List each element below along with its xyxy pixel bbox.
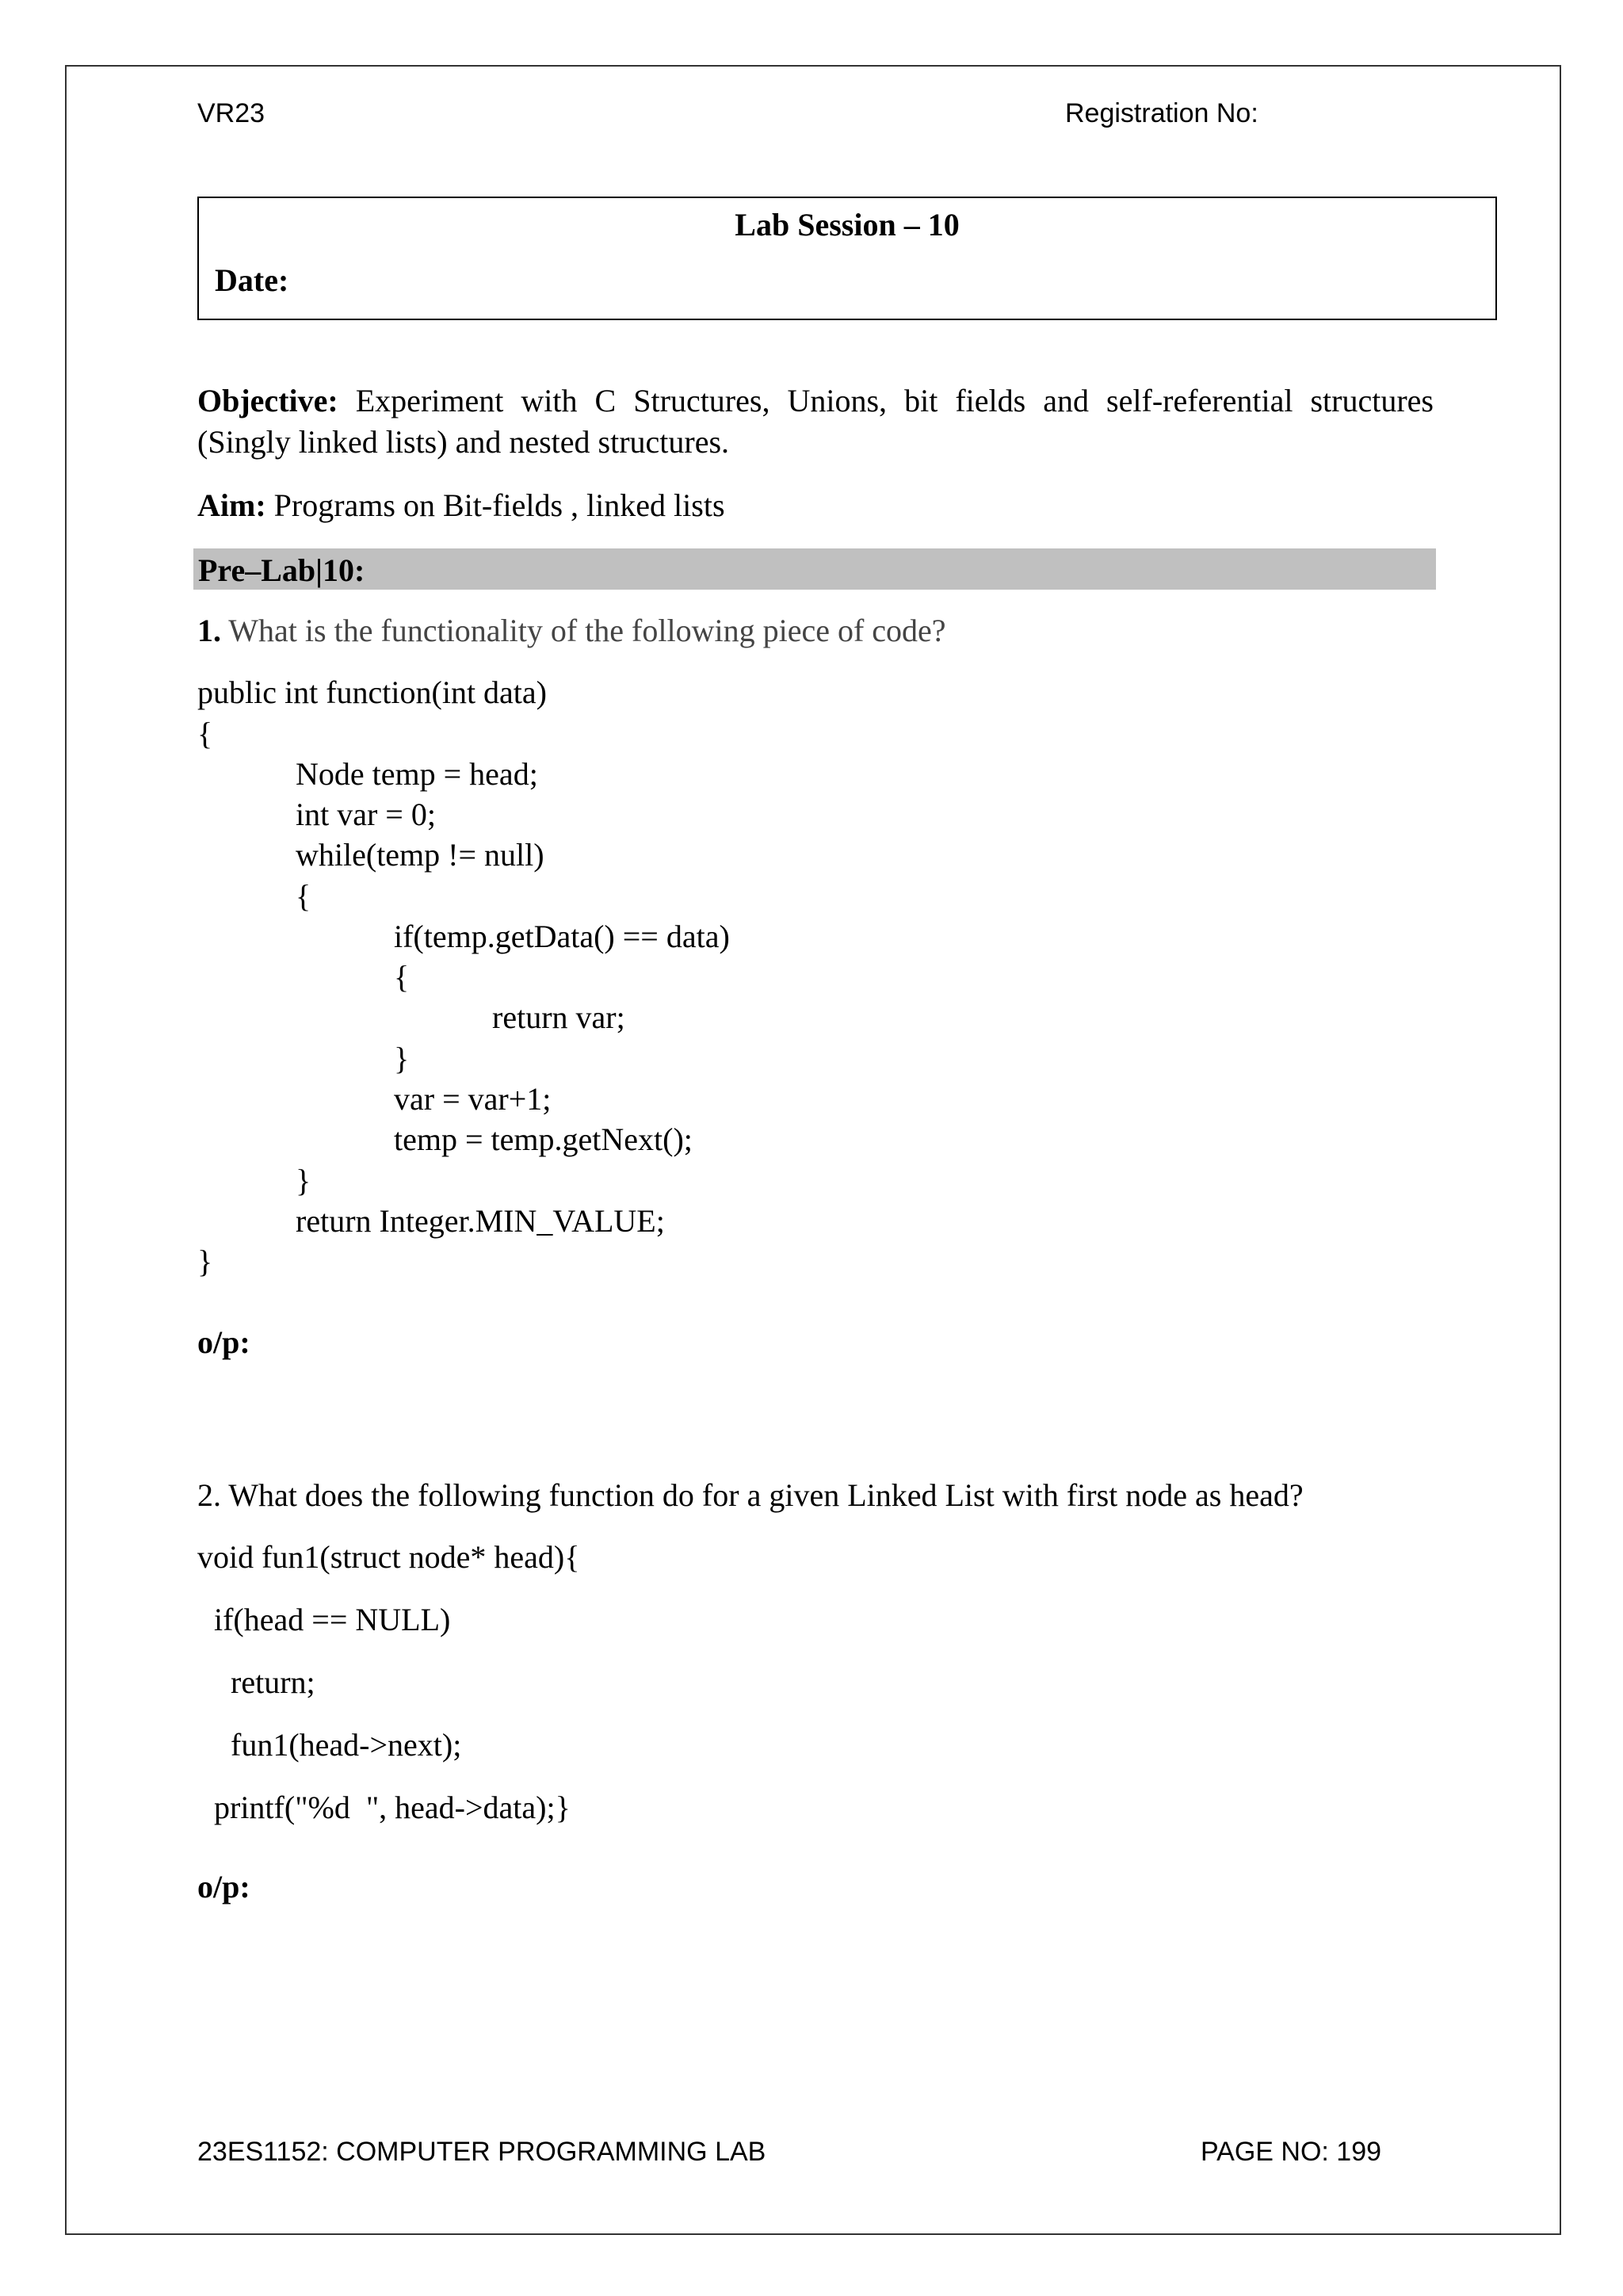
header-registration-label: Registration No:: [1065, 98, 1258, 128]
objective-paragraph: [197, 380, 1434, 463]
question-2-text: 2. What does the following function do for a given Linked List with first node as head?: [197, 1477, 1304, 1513]
footer-page-number: PAGE NO: 199: [1201, 2137, 1382, 2167]
code-line: Node temp = head;: [296, 756, 538, 792]
code-line: void fun1(struct node* head){: [197, 1539, 580, 1575]
code-line: return;: [231, 1664, 315, 1700]
aim-text: Programs on Bit-fields , linked lists: [273, 487, 725, 523]
objective-text: Experiment with C Structures, Unions, bit fields and self-referential structures (Singly linked lists) and nested structures.: [197, 383, 1434, 460]
question-1-text: What is the functionality of the following piece of code?: [228, 613, 946, 648]
code-line: public int function(int data): [197, 674, 547, 710]
code-line: {: [394, 959, 410, 995]
question-1: [197, 612, 946, 649]
question-2-output-label: o/p:: [197, 1869, 250, 1904]
aim-line: [197, 487, 725, 524]
code-line: fun1(head->next);: [231, 1727, 462, 1763]
code-line: {: [197, 716, 213, 751]
question-1-output-label: o/p:: [197, 1324, 250, 1360]
session-box: [197, 197, 1497, 320]
code-line: if(temp.getData() == data): [394, 919, 730, 954]
code-line: {: [296, 878, 311, 914]
code-line: }: [197, 1244, 213, 1279]
code-line: if(head == NULL): [214, 1602, 451, 1637]
code-line: temp = temp.getNext();: [394, 1121, 693, 1157]
code-line: }: [296, 1163, 311, 1198]
code-line: int var = 0;: [296, 797, 436, 832]
session-date-label: Date:: [215, 262, 289, 298]
prelab-title: Pre–Lab|10:: [198, 552, 365, 588]
code-line: var = var+1;: [394, 1081, 552, 1117]
footer-course-title: 23ES1152: COMPUTER PROGRAMMING LAB: [197, 2137, 766, 2167]
code-line: }: [394, 1041, 410, 1076]
objective-label: Objective:: [197, 383, 338, 418]
code-line: return Integer.MIN_VALUE;: [296, 1203, 665, 1239]
header-course-code: VR23: [197, 98, 265, 128]
code-line: printf("%d ", head->data);}: [214, 1790, 571, 1825]
aim-label: Aim:: [197, 487, 266, 523]
code-line: while(temp != null): [296, 837, 544, 873]
session-title: Lab Session – 10: [735, 207, 960, 243]
question-1-number: 1.: [197, 613, 221, 648]
code-line: return var;: [492, 999, 625, 1035]
prelab-heading-bar: [193, 548, 1436, 590]
